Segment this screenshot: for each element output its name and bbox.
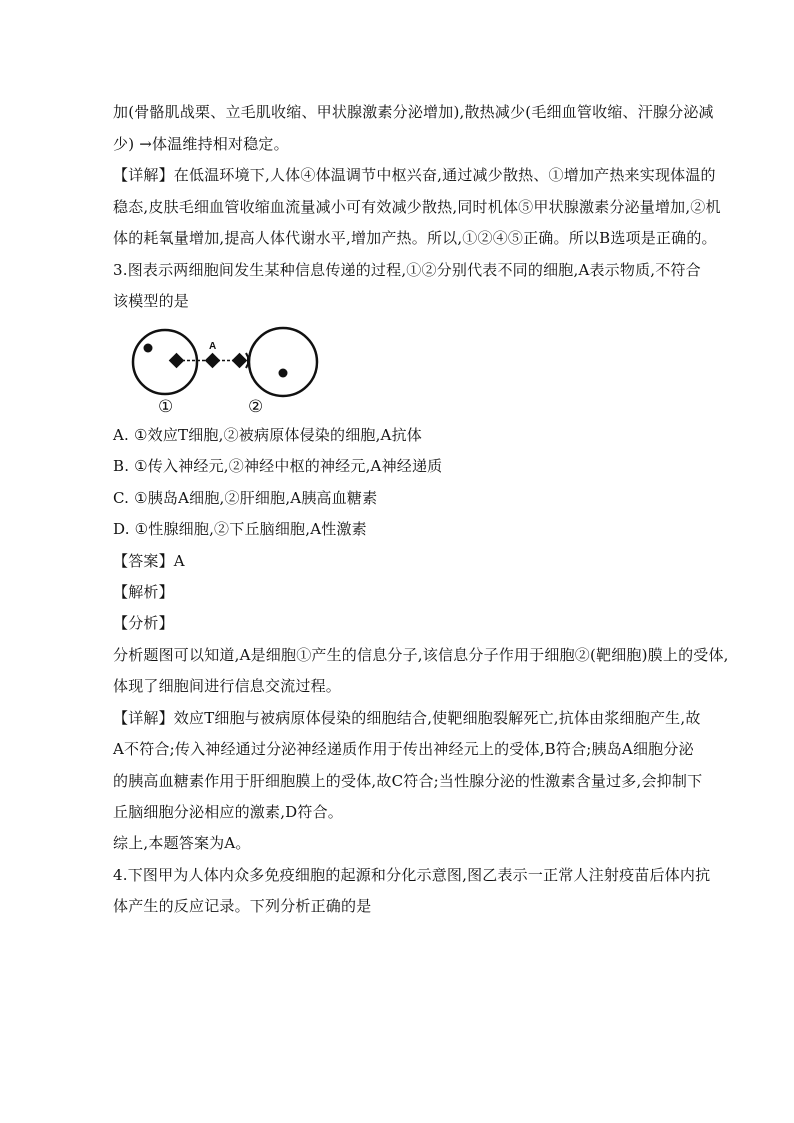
- jiexi-heading: 【解析】: [113, 583, 174, 601]
- question-4-line-2: 体产生的反应记录。下列分析正确的是: [113, 897, 372, 915]
- option-d: D. ①性腺细胞,②下丘脑细胞,A性激素: [113, 520, 367, 538]
- line-0: 加(骨骼肌战栗、立毛肌收缩、甲状腺激素分泌增加),散热减少(毛细血管收缩、汗腺分泌减: [113, 103, 714, 121]
- line-3: 稳态,皮肤毛细血管收缩血流量减小可有效减少散热,同时机体⑤甲状腺激素分泌量增加,②机: [113, 198, 721, 216]
- cell-2-nucleus: [279, 369, 288, 378]
- cell-1: [133, 330, 197, 394]
- fenxi-heading: 【分析】: [113, 614, 174, 632]
- cell-signaling-diagram: [118, 322, 338, 418]
- detail-line-3: 的胰高血糖素作用于肝细胞膜上的受体,故C符合;当性腺分泌的性激素含量过多,会抑制下: [113, 772, 703, 790]
- option-b: B. ①传入神经元,②神经中枢的神经元,A神经递质: [113, 457, 443, 475]
- option-c: C. ①胰岛A细胞,②肝细胞,A胰高血糖素: [113, 489, 378, 507]
- question-3-line-2: 该模型的是: [113, 292, 190, 310]
- question-3-line-1: 3.图表示两细胞间发生某种信息传递的过程,①②分别代表不同的细胞,A表示物质,不符合: [113, 261, 701, 279]
- detail-line-4: 丘脑细胞分泌相应的激素,D符合。: [113, 803, 343, 821]
- analysis-line-1: 分析题图可以知道,A是细胞①产生的信息分子,该信息分子作用于细胞②(靶细胞)膜上的受体,: [113, 646, 729, 664]
- summary-line: 综上,本题答案为A。: [113, 834, 251, 852]
- answer-heading: 【答案】A: [113, 552, 185, 570]
- cell-2-label: ②: [248, 397, 264, 417]
- cell-2: [249, 328, 317, 396]
- signal-molecule-a: [205, 353, 221, 369]
- signal-molecule-inside: [169, 353, 185, 369]
- detail-line-1: 【详解】效应T细胞与被病原体侵染的细胞结合,使靶细胞裂解死亡,抗体由浆细胞产生,故: [113, 709, 701, 727]
- cell-1-label: ①: [158, 397, 174, 417]
- option-a: A. ①效应T细胞,②被病原体侵染的细胞,A抗体: [113, 426, 422, 444]
- line-1: 少) →体温维持相对稳定。: [113, 135, 289, 153]
- line-4: 体的耗氧量增加,提高人体代谢水平,增加产热。所以,①②④⑤正确。所以B选项是正确的。: [113, 229, 717, 247]
- cell-1-nucleus: [144, 344, 153, 353]
- label-a: A: [209, 341, 217, 352]
- line-2: 【详解】在低温环境下,人体④体温调节中枢兴奋,通过减少散热、①增加产热来实现体温的: [113, 166, 716, 184]
- question-4-line-1: 4.下图甲为人体内众多免疫细胞的起源和分化示意图,图乙表示一正常人注射疫苗后体内抗: [113, 866, 711, 884]
- analysis-line-2: 体现了细胞间进行信息交流过程。: [113, 677, 342, 695]
- signal-molecule-receptor: [232, 353, 248, 369]
- detail-line-2: A不符合;传入神经通过分泌神经递质作用于传出神经元上的受体,B符合;胰岛A细胞分泌: [113, 740, 694, 758]
